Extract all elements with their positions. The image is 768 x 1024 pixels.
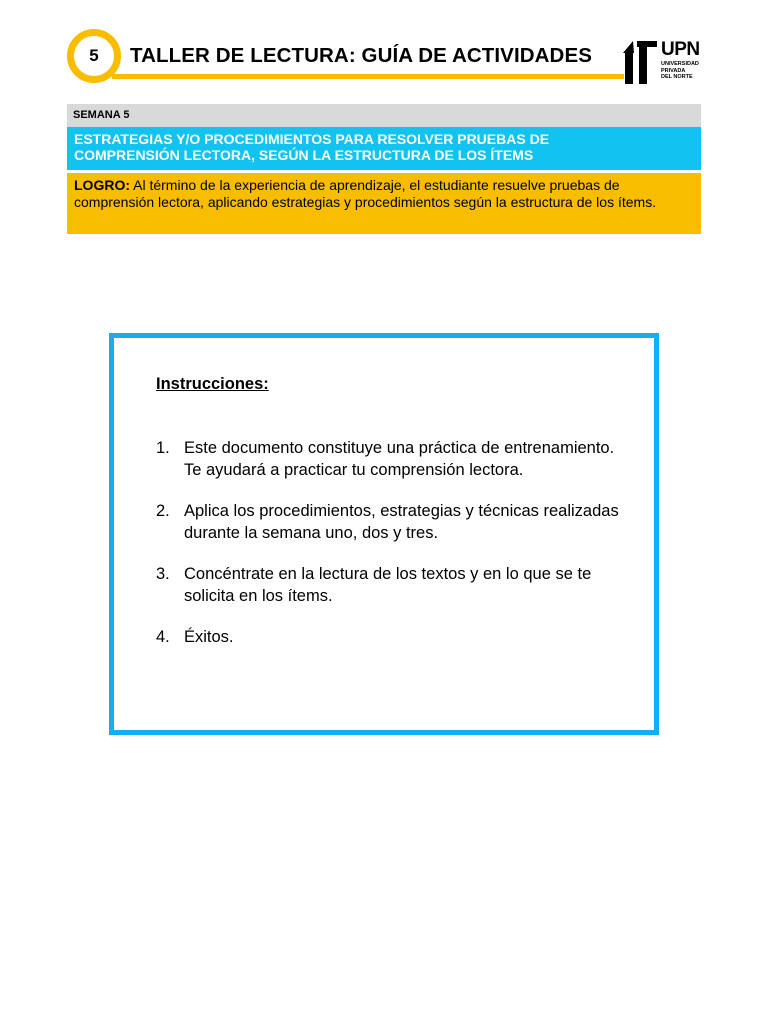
- instruction-item: [156, 626, 626, 648]
- page-title: TALLER DE LECTURA: GUÍA DE ACTIVIDADES: [130, 44, 593, 67]
- topic-bar: [67, 127, 701, 170]
- week-label: SEMANA 5: [73, 109, 130, 121]
- logo-subtitle: [661, 61, 700, 81]
- logro-text: Al término de la experiencia de aprendizaje, el estudiante resuelve pruebas de comprensión lectora, aplicando estrategias y procedimientos según la estructura de los ítems.: [74, 177, 657, 210]
- instructions-list: [156, 437, 626, 667]
- instruction-item: [156, 500, 626, 544]
- instruction-text: Este documento constituye una práctica de entrenamiento. Te ayudará a practicar tu comprensión lectora.: [184, 439, 615, 479]
- instruction-number: 1.: [156, 439, 170, 457]
- logo-name: UPN: [661, 39, 700, 60]
- logro-label: LOGRO:: [74, 177, 130, 193]
- instruction-item: [156, 563, 626, 607]
- topic-line: ESTRATEGIAS Y/O PROCEDIMIENTOS PARA RESOLVER PRUEBAS DE: [74, 131, 550, 147]
- instruction-text: Concéntrate en la lectura de los textos y en lo que se te solicita en los ítems.: [184, 565, 592, 605]
- logo-subtitle-line: UNIVERSIDAD: [661, 61, 699, 67]
- instruction-item: [156, 437, 626, 481]
- instruction-text: Éxitos.: [184, 628, 234, 646]
- instructions-box: [109, 333, 659, 735]
- upn-logo-text: [661, 40, 700, 81]
- week-bar: [67, 104, 701, 127]
- topic-line: COMPRENSIÓN LECTORA, SEGÚN LA ESTRUCTURA DE LOS ÍTEMS: [74, 147, 534, 163]
- instructions-title: Instrucciones:: [156, 375, 269, 393]
- logo-subtitle-line: PRIVADA: [661, 67, 686, 74]
- badge-number: 5: [89, 46, 99, 65]
- instruction-number: 4.: [156, 628, 170, 646]
- logro-bar: [67, 173, 701, 234]
- instruction-number: 2.: [156, 502, 170, 520]
- instruction-text: Aplica los procedimientos, estrategias y técnicas realizadas durante la semana uno, dos y tres.: [184, 502, 619, 542]
- title-underline: [112, 74, 624, 79]
- instruction-number: 3.: [156, 565, 170, 583]
- logo-subtitle-line: DEL NORTE: [661, 74, 693, 80]
- page-header: [0, 0, 768, 100]
